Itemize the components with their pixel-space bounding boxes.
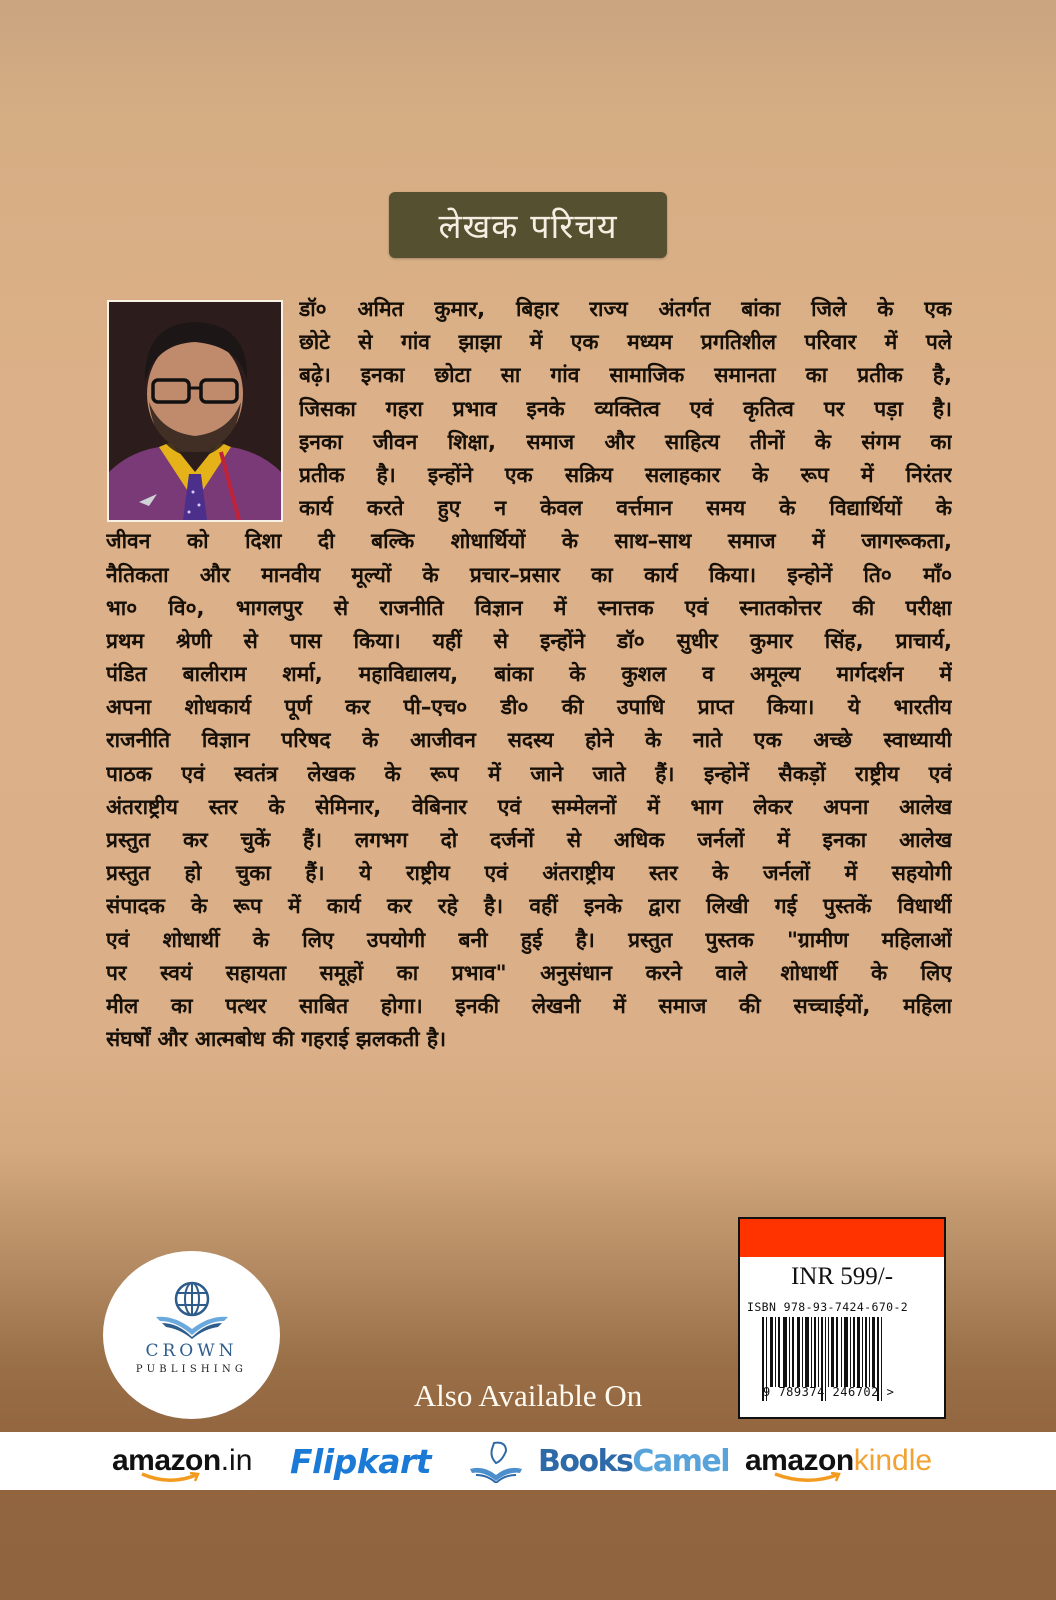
bio-line: प्रस्तुत हो चुका हैं। ये राष्ट्रीय एवं अंतराष्ट्रीय स्तर के जर्नलों में सहयोगी [106, 861, 952, 886]
bio-line: मील का पत्थर साबित होगा। इनकी लेखनी में समाज की सच्चाईयों, महिला [106, 993, 952, 1018]
publisher-name: CROWN [145, 1341, 238, 1361]
bio-line: प्रतीक है। इन्होंने एक सक्रिय सलाहकार के रूप में निरंतर [299, 462, 952, 487]
globe-book-icon [152, 1281, 232, 1339]
store-bookscamel-label: Books [538, 1443, 633, 1479]
store-kindle-amazon-label: amazon [745, 1444, 854, 1477]
bio-line: कार्य करते हुए न केवल वर्त्तमान समय के विद्यार्थियों के [299, 496, 952, 521]
also-available-label: Also Available On [413, 1378, 643, 1413]
store-kindle-label: kindle [853, 1444, 933, 1477]
barcode [756, 1317, 910, 1401]
bio-line: राजनीति विज्ञान परिषद के आजीवन सदस्य होने के नाते एक अच्छे स्वाध्यायी [106, 728, 952, 753]
price-band [740, 1219, 944, 1257]
bio-line: भा० वि०, भागलपुर से राजनीति विज्ञान में स्नात्तक एवं स्नातकोत्तर की परीक्षा [106, 595, 952, 620]
store-amazon-suffix: .in [220, 1444, 253, 1477]
bio-line: संपादक के रूप में कार्य कर रहे है। वहीं इनके द्वारा लिखी गई पुस्तकें विधार्थी [106, 894, 952, 919]
bio-line: पाठक एवं स्वतंत्र लेखक के रूप में जाने जाते हैं। इन्होनें सैकड़ों राष्ट्रीय एवं [106, 761, 952, 786]
bio-line: संघर्षों और आत्मबोध की गहराई झलकती है। [106, 1027, 447, 1052]
author-bio [106, 293, 952, 1056]
stores-strip [0, 1432, 1056, 1490]
bio-line: अंतराष्ट्रीय स्तर के सेमिनार, वेबिनार एवं सम्मेलनों में भाग लेकर अपना आलेख [106, 794, 952, 819]
publisher-subtitle: PUBLISHING [135, 1364, 248, 1375]
bio-line: पर स्वयं सहायता समूहों का प्रभाव" अनुसंधान करने वाले शोधार्थी के लिए [106, 960, 952, 985]
bio-line: नैतिकता और मानवीय मूल्यों के प्रचार–प्रसार का कार्य किया। इन्होनें ति० माँ० [106, 562, 952, 587]
bio-line: इनका जीवन शिक्षा, समाज और साहित्य तीनों के संगम का [299, 429, 952, 454]
price-label: INR 599/- [790, 1263, 894, 1290]
store-amazon-in[interactable] [112, 1438, 252, 1484]
store-flipkart[interactable] [290, 1438, 431, 1484]
camel-book-icon [466, 1439, 526, 1483]
publisher-logo [103, 1251, 280, 1419]
bio-line: जिसका गहरा प्रभाव इनके व्यक्तित्व एवं कृतित्व पर पड़ा है। [299, 396, 952, 421]
isbn-label: ISBN 978-93-7424-670-2 [747, 1300, 909, 1314]
bio-line: अपना शोधकार्य पूर्ण कर पी–एच० डी० की उपाधि प्राप्त किया। ये भारतीय [106, 695, 952, 720]
price-isbn-box [738, 1217, 946, 1419]
store-amazon-label: amazon [112, 1444, 221, 1477]
store-flipkart-label: Flipkart [290, 1441, 432, 1481]
amazon-smile-icon [140, 1472, 200, 1484]
store-amazon-kindle[interactable] [745, 1438, 932, 1484]
section-title-box [389, 192, 667, 258]
bio-line: जीवन को दिशा दी बल्कि शोधार्थियों के साथ–साथ समाज में जागरूकता, [106, 529, 952, 554]
bio-line: बढ़े। इनका छोटा सा गांव सामाजिक समानता का प्रतीक है, [299, 363, 952, 388]
bio-line: डॉ० अमित कुमार, बिहार राज्य अंतर्गत बांका जिले के एक [299, 297, 952, 321]
bio-line: छोटे से गांव झाझा में एक मध्यम प्रगतिशील परिवार में पले [299, 330, 952, 355]
bio-line: एवं शोधार्थी के लिए उपयोगी बनी हुई है। प्रस्तुत पुस्तक "ग्रामीण महिलाओं [106, 927, 952, 952]
bio-line: प्रथम श्रेणी से पास किया। यहीं से इन्होंने डॉ० सुधीर कुमार सिंह, प्राचार्य, [106, 628, 952, 653]
store-bookscamel-suffix: Camel [632, 1443, 730, 1479]
bio-line: प्रस्तुत कर चुकें हैं। लगभग दो दर्जनों से अधिक जर्नलों में इनका आलेख [106, 828, 952, 852]
section-title: लेखक परिचय [438, 207, 618, 247]
bio-line: पंडित बालीराम शर्मा, महाविद्यालय, बांका के कुशल व अमूल्य मार्गदर्शन में [106, 662, 952, 687]
store-bookscamel[interactable] [466, 1438, 729, 1484]
amazon-smile-icon [773, 1472, 843, 1484]
barcode-digits: 9 789374 246702 > [763, 1385, 895, 1399]
